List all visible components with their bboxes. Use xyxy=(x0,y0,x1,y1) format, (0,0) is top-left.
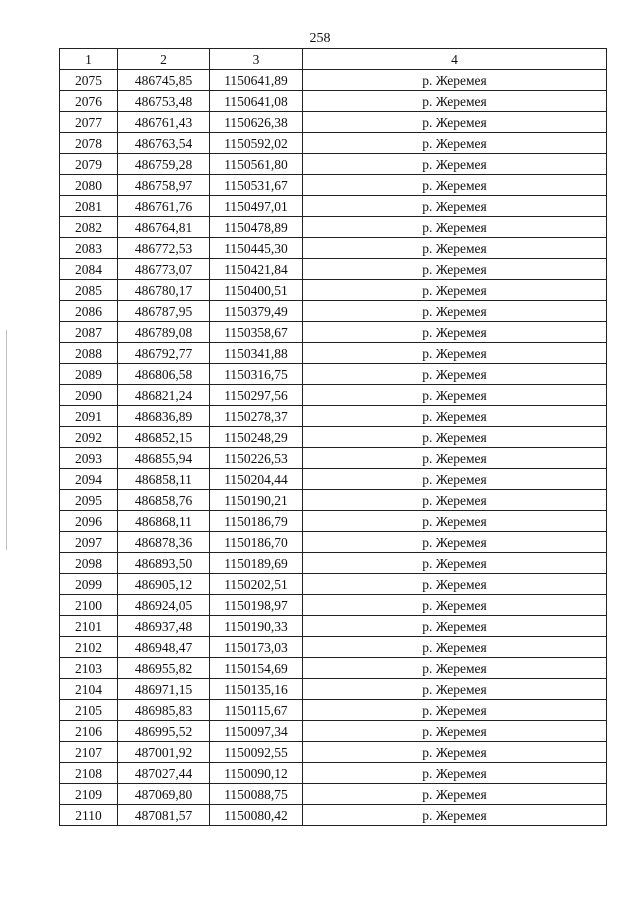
description-cell: р. Жеремея xyxy=(303,490,607,511)
description-cell: р. Жеремея xyxy=(303,217,607,238)
table-row xyxy=(60,679,607,700)
table-row xyxy=(60,322,607,343)
x-coordinate-cell: 486836,89 xyxy=(118,406,210,427)
y-coordinate-cell: 1150090,12 xyxy=(210,763,303,784)
x-coordinate-cell: 486753,48 xyxy=(118,91,210,112)
x-coordinate-cell: 487001,92 xyxy=(118,742,210,763)
point-number-cell: 2110 xyxy=(60,805,118,826)
table-body xyxy=(60,70,607,826)
description-cell: р. Жеремея xyxy=(303,742,607,763)
point-number-cell: 2107 xyxy=(60,742,118,763)
y-coordinate-cell: 1150445,30 xyxy=(210,238,303,259)
y-coordinate-cell: 1150561,80 xyxy=(210,154,303,175)
table-row xyxy=(60,532,607,553)
point-number-cell: 2079 xyxy=(60,154,118,175)
y-coordinate-cell: 1150592,02 xyxy=(210,133,303,154)
x-coordinate-cell: 486855,94 xyxy=(118,448,210,469)
y-coordinate-cell: 1150204,44 xyxy=(210,469,303,490)
point-number-cell: 2089 xyxy=(60,364,118,385)
point-number-cell: 2086 xyxy=(60,301,118,322)
x-coordinate-cell: 486763,54 xyxy=(118,133,210,154)
table-row xyxy=(60,301,607,322)
x-coordinate-cell: 487081,57 xyxy=(118,805,210,826)
table-row xyxy=(60,490,607,511)
x-coordinate-cell: 486868,11 xyxy=(118,511,210,532)
point-number-cell: 2100 xyxy=(60,595,118,616)
x-coordinate-cell: 486792,77 xyxy=(118,343,210,364)
y-coordinate-cell: 1150278,37 xyxy=(210,406,303,427)
x-coordinate-cell: 486761,76 xyxy=(118,196,210,217)
table-row xyxy=(60,280,607,301)
description-cell: р. Жеремея xyxy=(303,91,607,112)
point-number-cell: 2075 xyxy=(60,70,118,91)
description-cell: р. Жеремея xyxy=(303,616,607,637)
x-coordinate-cell: 486761,43 xyxy=(118,112,210,133)
point-number-cell: 2084 xyxy=(60,259,118,280)
point-number-cell: 2108 xyxy=(60,763,118,784)
x-coordinate-cell: 486971,15 xyxy=(118,679,210,700)
table-row xyxy=(60,112,607,133)
point-number-cell: 2099 xyxy=(60,574,118,595)
x-coordinate-cell: 486858,76 xyxy=(118,490,210,511)
description-cell: р. Жеремея xyxy=(303,511,607,532)
y-coordinate-cell: 1150186,70 xyxy=(210,532,303,553)
table-row xyxy=(60,427,607,448)
column-header-2: 2 xyxy=(118,49,210,70)
y-coordinate-cell: 1150198,97 xyxy=(210,595,303,616)
x-coordinate-cell: 486821,24 xyxy=(118,385,210,406)
y-coordinate-cell: 1150400,51 xyxy=(210,280,303,301)
point-number-cell: 2076 xyxy=(60,91,118,112)
description-cell: р. Жеремея xyxy=(303,595,607,616)
x-coordinate-cell: 486852,15 xyxy=(118,427,210,448)
y-coordinate-cell: 1150421,84 xyxy=(210,259,303,280)
description-cell: р. Жеремея xyxy=(303,469,607,490)
description-cell: р. Жеремея xyxy=(303,196,607,217)
description-cell: р. Жеремея xyxy=(303,406,607,427)
point-number-cell: 2080 xyxy=(60,175,118,196)
description-cell: р. Жеремея xyxy=(303,385,607,406)
y-coordinate-cell: 1150341,88 xyxy=(210,343,303,364)
x-coordinate-cell: 486893,50 xyxy=(118,553,210,574)
y-coordinate-cell: 1150190,21 xyxy=(210,490,303,511)
y-coordinate-cell: 1150316,75 xyxy=(210,364,303,385)
y-coordinate-cell: 1150080,42 xyxy=(210,805,303,826)
y-coordinate-cell: 1150358,67 xyxy=(210,322,303,343)
point-number-cell: 2095 xyxy=(60,490,118,511)
x-coordinate-cell: 486937,48 xyxy=(118,616,210,637)
description-cell: р. Жеремея xyxy=(303,175,607,196)
x-coordinate-cell: 486759,28 xyxy=(118,154,210,175)
table-row xyxy=(60,133,607,154)
table-row xyxy=(60,469,607,490)
x-coordinate-cell: 486780,17 xyxy=(118,280,210,301)
y-coordinate-cell: 1150190,33 xyxy=(210,616,303,637)
table-row xyxy=(60,595,607,616)
description-cell: р. Жеремея xyxy=(303,637,607,658)
point-number-cell: 2103 xyxy=(60,658,118,679)
point-number-cell: 2098 xyxy=(60,553,118,574)
x-coordinate-cell: 486985,83 xyxy=(118,700,210,721)
description-cell: р. Жеремея xyxy=(303,154,607,175)
description-cell: р. Жеремея xyxy=(303,805,607,826)
point-number-cell: 2097 xyxy=(60,532,118,553)
table-row xyxy=(60,700,607,721)
y-coordinate-cell: 1150626,38 xyxy=(210,112,303,133)
x-coordinate-cell: 486745,85 xyxy=(118,70,210,91)
description-cell: р. Жеремея xyxy=(303,301,607,322)
description-cell: р. Жеремея xyxy=(303,448,607,469)
description-cell: р. Жеремея xyxy=(303,238,607,259)
description-cell: р. Жеремея xyxy=(303,364,607,385)
table-row xyxy=(60,343,607,364)
description-cell: р. Жеремея xyxy=(303,133,607,154)
description-cell: р. Жеремея xyxy=(303,763,607,784)
description-cell: р. Жеремея xyxy=(303,721,607,742)
description-cell: р. Жеремея xyxy=(303,679,607,700)
table-row xyxy=(60,784,607,805)
column-header-4: 4 xyxy=(303,49,607,70)
table-row xyxy=(60,91,607,112)
y-coordinate-cell: 1150641,89 xyxy=(210,70,303,91)
point-number-cell: 2081 xyxy=(60,196,118,217)
description-cell: р. Жеремея xyxy=(303,70,607,91)
x-coordinate-cell: 486789,08 xyxy=(118,322,210,343)
x-coordinate-cell: 486905,12 xyxy=(118,574,210,595)
x-coordinate-cell: 486878,36 xyxy=(118,532,210,553)
page-number: 258 xyxy=(309,31,331,46)
y-coordinate-cell: 1150135,16 xyxy=(210,679,303,700)
table-row xyxy=(60,406,607,427)
y-coordinate-cell: 1150186,79 xyxy=(210,511,303,532)
table-row xyxy=(60,721,607,742)
description-cell: р. Жеремея xyxy=(303,322,607,343)
y-coordinate-cell: 1150248,29 xyxy=(210,427,303,448)
y-coordinate-cell: 1150173,03 xyxy=(210,637,303,658)
point-number-cell: 2085 xyxy=(60,280,118,301)
table-row xyxy=(60,196,607,217)
table-row xyxy=(60,574,607,595)
point-number-cell: 2077 xyxy=(60,112,118,133)
x-coordinate-cell: 486858,11 xyxy=(118,469,210,490)
point-number-cell: 2088 xyxy=(60,343,118,364)
table-row xyxy=(60,217,607,238)
point-number-cell: 2104 xyxy=(60,679,118,700)
point-number-cell: 2101 xyxy=(60,616,118,637)
point-number-cell: 2083 xyxy=(60,238,118,259)
y-coordinate-cell: 1150379,49 xyxy=(210,301,303,322)
point-number-cell: 2087 xyxy=(60,322,118,343)
y-coordinate-cell: 1150497,01 xyxy=(210,196,303,217)
table-row xyxy=(60,658,607,679)
point-number-cell: 2090 xyxy=(60,385,118,406)
x-coordinate-cell: 486764,81 xyxy=(118,217,210,238)
column-header-1: 1 xyxy=(60,49,118,70)
y-coordinate-cell: 1150092,55 xyxy=(210,742,303,763)
table-row xyxy=(60,259,607,280)
description-cell: р. Жеремея xyxy=(303,259,607,280)
point-number-cell: 2082 xyxy=(60,217,118,238)
description-cell: р. Жеремея xyxy=(303,574,607,595)
table-row xyxy=(60,238,607,259)
table-row xyxy=(60,805,607,826)
table-row xyxy=(60,616,607,637)
point-number-cell: 2094 xyxy=(60,469,118,490)
column-header-3: 3 xyxy=(210,49,303,70)
table-row xyxy=(60,448,607,469)
x-coordinate-cell: 486772,53 xyxy=(118,238,210,259)
y-coordinate-cell: 1150226,53 xyxy=(210,448,303,469)
table-row xyxy=(60,553,607,574)
coordinates-table xyxy=(59,48,607,826)
description-cell: р. Жеремея xyxy=(303,343,607,364)
x-coordinate-cell: 487069,80 xyxy=(118,784,210,805)
point-number-cell: 2105 xyxy=(60,700,118,721)
table-row xyxy=(60,154,607,175)
table-row xyxy=(60,637,607,658)
description-cell: р. Жеремея xyxy=(303,112,607,133)
table-row xyxy=(60,763,607,784)
y-coordinate-cell: 1150202,51 xyxy=(210,574,303,595)
point-number-cell: 2106 xyxy=(60,721,118,742)
x-coordinate-cell: 486787,95 xyxy=(118,301,210,322)
x-coordinate-cell: 486806,58 xyxy=(118,364,210,385)
description-cell: р. Жеремея xyxy=(303,658,607,679)
table-header-row xyxy=(60,49,607,70)
y-coordinate-cell: 1150154,69 xyxy=(210,658,303,679)
y-coordinate-cell: 1150531,67 xyxy=(210,175,303,196)
y-coordinate-cell: 1150088,75 xyxy=(210,784,303,805)
point-number-cell: 2109 xyxy=(60,784,118,805)
y-coordinate-cell: 1150641,08 xyxy=(210,91,303,112)
x-coordinate-cell: 486758,97 xyxy=(118,175,210,196)
point-number-cell: 2092 xyxy=(60,427,118,448)
table-row xyxy=(60,385,607,406)
table-row xyxy=(60,742,607,763)
point-number-cell: 2078 xyxy=(60,133,118,154)
x-coordinate-cell: 486995,52 xyxy=(118,721,210,742)
scan-edge-line xyxy=(6,330,7,550)
table-row xyxy=(60,511,607,532)
y-coordinate-cell: 1150097,34 xyxy=(210,721,303,742)
description-cell: р. Жеремея xyxy=(303,700,607,721)
point-number-cell: 2096 xyxy=(60,511,118,532)
description-cell: р. Жеремея xyxy=(303,280,607,301)
y-coordinate-cell: 1150297,56 xyxy=(210,385,303,406)
point-number-cell: 2093 xyxy=(60,448,118,469)
x-coordinate-cell: 486948,47 xyxy=(118,637,210,658)
description-cell: р. Жеремея xyxy=(303,553,607,574)
y-coordinate-cell: 1150115,67 xyxy=(210,700,303,721)
y-coordinate-cell: 1150189,69 xyxy=(210,553,303,574)
table-row xyxy=(60,175,607,196)
x-coordinate-cell: 487027,44 xyxy=(118,763,210,784)
y-coordinate-cell: 1150478,89 xyxy=(210,217,303,238)
point-number-cell: 2102 xyxy=(60,637,118,658)
description-cell: р. Жеремея xyxy=(303,532,607,553)
point-number-cell: 2091 xyxy=(60,406,118,427)
table-row xyxy=(60,364,607,385)
description-cell: р. Жеремея xyxy=(303,784,607,805)
x-coordinate-cell: 486924,05 xyxy=(118,595,210,616)
x-coordinate-cell: 486773,07 xyxy=(118,259,210,280)
table-row xyxy=(60,70,607,91)
x-coordinate-cell: 486955,82 xyxy=(118,658,210,679)
description-cell: р. Жеремея xyxy=(303,427,607,448)
